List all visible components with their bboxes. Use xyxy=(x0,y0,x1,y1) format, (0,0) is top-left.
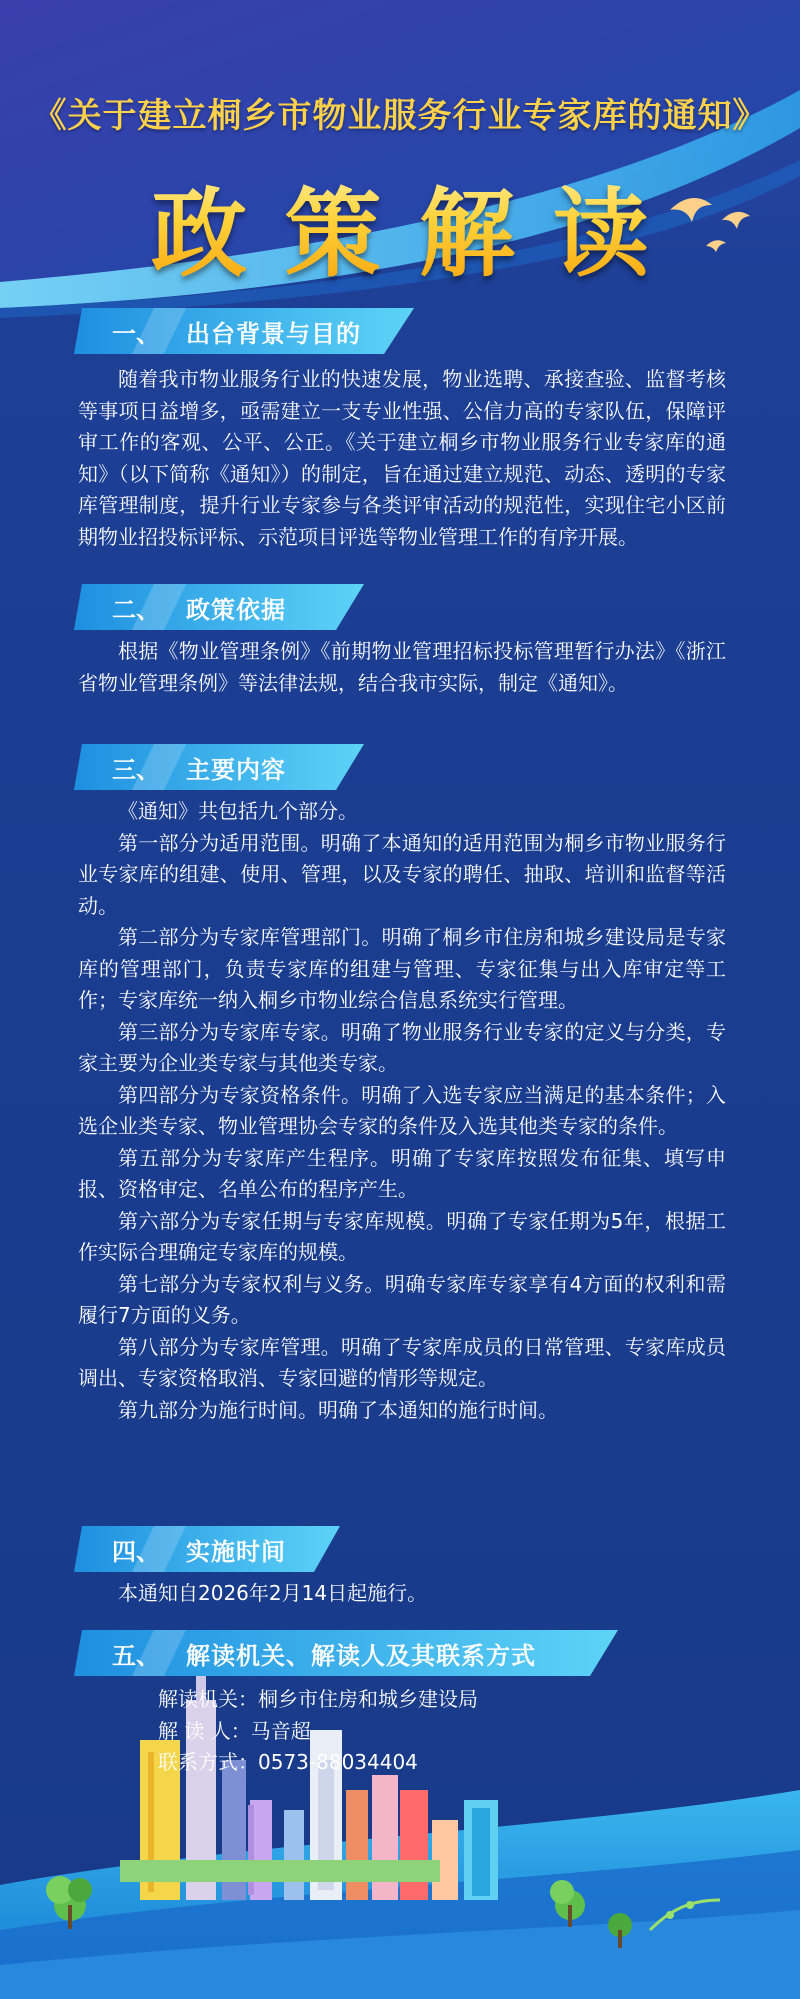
paragraph: 《通知》共包括九个部分。 xyxy=(118,799,358,823)
paragraph: 第三部分为专家库专家。明确了物业服务行业专家的定义与分类，专家主要为企业类专家与其他类专家。 xyxy=(78,1019,726,1075)
paragraph: 随着我市物业服务行业的快速发展，物业选聘、承接查验、监督考核等事项日益增多，亟需建立一支专业性强、公信力高的专家队伍，保障评审工作的客观、公平、公正。《关于建立桐乡市物业服务行业专家库的通知》（以下简称《通知》）的制定，旨在通过建立规范、动态、透明的专家库管理制度，提升行业专家参与各类评审活动的规范性，实现住宅小区前期物业招投标评标、示范项目评选等物业管理工作的有序开展。 xyxy=(78,367,726,549)
paragraph: 第五部分为专家库产生程序。明确了专家库按照发布征集、填写申报、资格审定、名单公布的程序产生。 xyxy=(78,1145,726,1201)
section-heading-policy-basis xyxy=(74,584,364,630)
section-title: 解读机关、解读人及其联系方式 xyxy=(186,1642,536,1670)
section-heading-main-content xyxy=(74,744,364,790)
contact-person: 解 读 人：马音超 xyxy=(158,1718,311,1743)
contact-agency: 解读机关：桐乡市住房和城乡建设局 xyxy=(158,1687,478,1711)
section-number: 四、 xyxy=(112,1538,160,1566)
paragraph: 第八部分为专家库管理。明确了专家库成员的日常管理、专家库成员调出、专家资格取消、专家回避的情形等规定。 xyxy=(78,1334,726,1390)
paragraph: 第九部分为施行时间。明确了本通知的施行时间。 xyxy=(118,1397,558,1422)
section-title: 出台背景与目的 xyxy=(186,320,361,348)
section-number: 五、 xyxy=(112,1642,160,1670)
section-body xyxy=(78,796,726,1426)
contact-phone: 联系方式：0573-88034404 xyxy=(158,1750,418,1774)
main-title: 政策解读 xyxy=(0,158,800,295)
paragraph: 第六部分为专家任期与专家库规模。明确了专家任期为5年，根据工作实际合理确定专家库的规模。 xyxy=(78,1208,726,1264)
section-heading-background xyxy=(74,308,414,354)
section-number: 一、 xyxy=(112,320,160,348)
section-title: 主要内容 xyxy=(186,756,286,784)
section-title: 实施时间 xyxy=(186,1538,286,1566)
section-body xyxy=(78,1578,726,1610)
paragraph: 第一部分为适用范围。明确了本通知的适用范围为桐乡市物业服务行业专家库的组建、使用、管理，以及专家的聘任、抽取、培训和监督等活动。 xyxy=(78,830,726,918)
document-title: 《关于建立桐乡市物业服务行业专家库的通知》 xyxy=(32,96,768,136)
section-number: 二、 xyxy=(112,596,160,624)
section-number: 三、 xyxy=(112,756,160,784)
paragraph: 根据《物业管理条例》《前期物业管理招标投标管理暂行办法》《浙江省物业管理条例》等法律法规，结合我市实际，制定《通知》。 xyxy=(78,639,726,695)
section-body xyxy=(78,364,726,553)
contact-block xyxy=(78,1684,726,1779)
paragraph: 本通知自2026年2月14日起施行。 xyxy=(118,1581,428,1605)
paragraph: 第七部分为专家权利与义务。明确专家库专家享有4方面的权利和需履行7方面的义务。 xyxy=(78,1271,726,1327)
section-body xyxy=(78,636,726,699)
section-heading-implementation-date xyxy=(74,1526,340,1572)
paragraph: 第二部分为专家库管理部门。明确了桐乡市住房和城乡建设局是专家库的管理部门，负责专家库的组建与管理、专家征集与出入库审定等工作；专家库统一纳入桐乡市物业综合信息系统实行管理。 xyxy=(78,925,726,1012)
paragraph: 第四部分为专家资格条件。明确了入选专家应当满足的基本条件；入选企业类专家、物业管理协会专家的条件及入选其他类专家的条件。 xyxy=(78,1082,726,1138)
section-heading-contact xyxy=(74,1630,618,1676)
section-title: 政策依据 xyxy=(186,596,286,624)
